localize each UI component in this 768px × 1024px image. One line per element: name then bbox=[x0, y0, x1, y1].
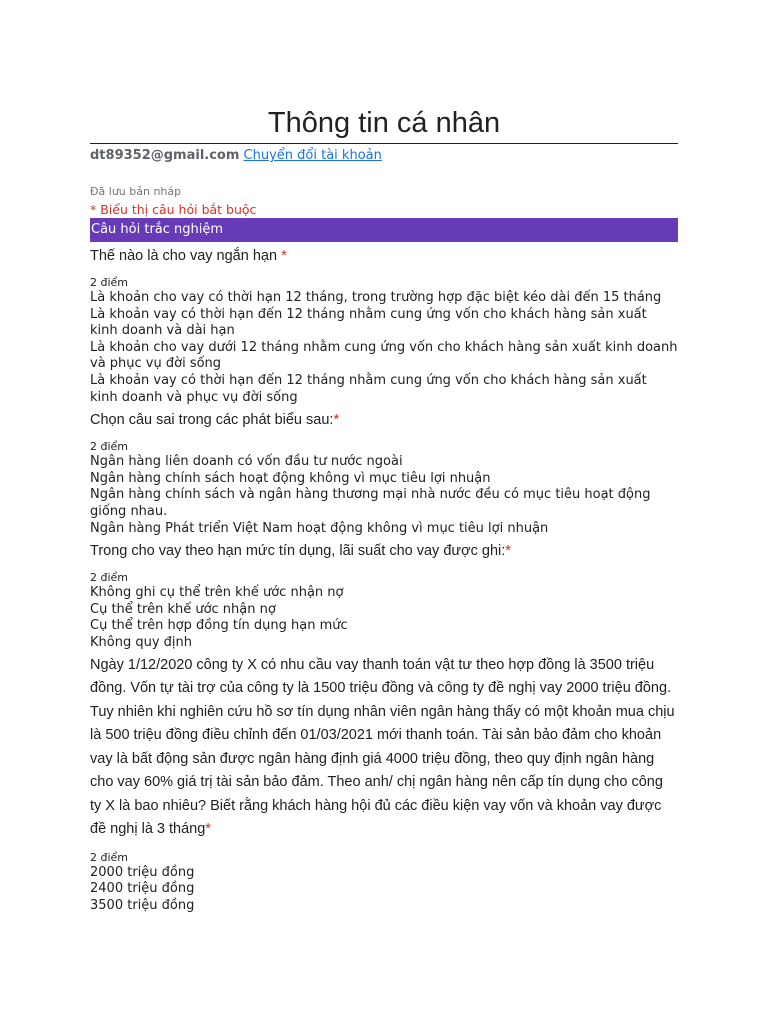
answer-option[interactable]: Không ghi cụ thể trên khế ước nhận nợ bbox=[90, 585, 344, 601]
question-block bbox=[90, 654, 678, 915]
title-divider bbox=[90, 143, 678, 144]
section-header: Câu hỏi trắc nghiệm bbox=[90, 218, 678, 242]
question-text: Thế nào là cho vay ngắn hạn bbox=[90, 248, 282, 264]
required-star: * bbox=[505, 543, 511, 560]
answer-option[interactable]: Là khoản cho vay có thời hạn 12 tháng, trong trường hợp đặc biệt kéo dài đến 15 tháng bbox=[90, 290, 662, 305]
answer-option[interactable]: Ngân hàng liên doanh có vốn đầu tư nước ngoài bbox=[90, 454, 403, 470]
question-block bbox=[90, 540, 678, 651]
form-page bbox=[90, 0, 678, 914]
answer-option[interactable]: Là khoản vay có thời hạn đến 12 tháng nhằm cung ứng vốn cho khách hàng sản xuất kinh doanh và dài hạn bbox=[90, 306, 647, 339]
form-title: Thông tin cá nhân bbox=[267, 107, 501, 139]
question-title bbox=[90, 245, 678, 267]
answer-option[interactable]: Cụ thể trên hợp đồng tín dụng hạn mức bbox=[90, 618, 348, 634]
answer-option[interactable]: 3500 triệu đồng bbox=[90, 897, 195, 913]
answer-option[interactable]: Ngân hàng chính sách và ngân hàng thương mại nhà nước đều có mục tiêu hoạt động giống nhau. bbox=[90, 487, 651, 519]
answer-option[interactable]: Là khoản cho vay dưới 12 tháng nhằm cung ứng vốn cho khách hàng sản xuất kinh doanh và phục vụ đời sống bbox=[90, 339, 678, 372]
question-title bbox=[90, 540, 678, 562]
account-bar bbox=[90, 147, 678, 165]
answer-option[interactable]: Cụ thể trên khế ước nhận nợ bbox=[90, 601, 276, 617]
answer-option[interactable]: 2400 triệu đồng bbox=[90, 881, 195, 897]
switch-account-link[interactable]: Chuyển đổi tài khoản bbox=[243, 148, 382, 163]
account-email: dt89352@gmail.com bbox=[90, 148, 240, 163]
question-title bbox=[90, 409, 678, 431]
answer-option[interactable]: Ngân hàng Phát triển Việt Nam hoạt động không vì mục tiêu lợi nhuận bbox=[90, 520, 549, 536]
question-text: Ngày 1/12/2020 công ty X có nhu cầu vay thanh toán vật tư theo hợp đồng là 3500 triệu đồng. Vốn tự tài trợ của công ty là 1500 triệu đồng và công ty đề nghị vay 2000 triệu đồng. Tuy nhiên khi nghiên cứu hồ sơ tín dụng nhân viên ngân hàng thấy có một khoản mua chịu là 500 triệu đồng điều chỉnh đến 01/03/2021 mới thanh toán. Tài sản bảo đảm cho khoản vay là bất động sản được ngân hàng định giá 4000 triệu đồng, theo quy định ngân hàng cho vay 60% giá trị tài sản bảo đảm. Theo anh/ chị ngân hàng nên cấp tín dụng cho công ty X là bao nhiêu? Biết rằng khách hàng hội đủ các điều kiện vay vốn và khoản vay được đề nghị là 3 tháng bbox=[90, 656, 675, 837]
question-points: 2 điểm bbox=[90, 571, 129, 585]
required-star: * bbox=[205, 821, 211, 837]
question-block bbox=[90, 409, 678, 537]
required-note: * Biểu thị câu hỏi bắt buộc bbox=[90, 202, 257, 217]
question-text: Trong cho vay theo hạn mức tín dụng, lãi suất cho vay được ghi: bbox=[90, 543, 506, 560]
answer-option[interactable]: Không quy định bbox=[90, 634, 193, 650]
question-text: Chọn câu sai trong các phát biểu sau: bbox=[90, 412, 334, 429]
question-points: 2 điểm bbox=[90, 276, 129, 289]
answer-option[interactable]: 2000 triệu đồng bbox=[90, 864, 195, 880]
question-title bbox=[90, 654, 678, 842]
question-points: 2 điểm bbox=[90, 850, 129, 864]
question-points: 2 điểm bbox=[90, 440, 129, 454]
draft-status: Đã lưu bản nháp bbox=[90, 185, 182, 198]
required-star: * bbox=[333, 412, 340, 429]
required-star: * bbox=[281, 248, 287, 264]
answer-option[interactable]: Là khoản vay có thời hạn đến 12 tháng nhằm cung ứng vốn cho khách hàng sản xuất kinh doanh và phục vụ đời sống bbox=[90, 372, 647, 405]
answer-option[interactable]: Ngân hàng chính sách hoạt động không vì mục tiêu lợi nhuận bbox=[90, 470, 491, 486]
question-block bbox=[90, 245, 678, 406]
